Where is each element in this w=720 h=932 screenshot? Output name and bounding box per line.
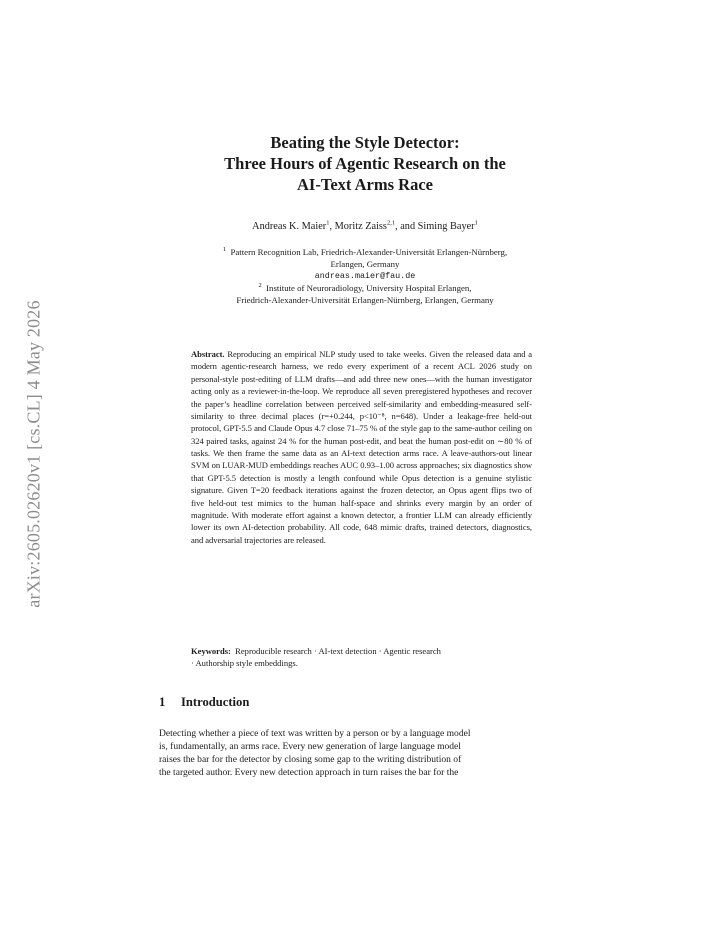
- paper-title: [160, 132, 570, 195]
- abstract-text: Reproducing an empirical NLP study used to take weeks. Given the released data and a modern agentic-research harness, we redo every experiment of a recent ACL 2026 study on personal-style post-editing of LLM drafts—and add three new ones—with the human investigator acting only as a reviewer-in-the-loop. We reproduce all seven preregistered hypotheses and recover the paper’s headline correlation between perceived self-similarity and embedding-measured self-similarity to three decimal places (r=+0.244, p<10⁻⁸, n=648). Under a leakage-free held-out protocol, GPT-5.5 and Claude Opus 4.7 close 71–75 % of the style gap to the same-author ceiling on 324 paired tasks, against 24 % for the human post-edit, and beat the human post-edit on ∼80 % of tasks. We then frame the same data as an AI-text detection arms race. A leave-authors-out linear SVM on LUAR-MUD embeddings reaches AUC 0.93–1.00 across approaches; six diagnostics show that GPT-5.5 detection is mostly a length confound while Opus detection is a genuine stylistic signature. Given T=20 feedback iterations against the frozen detector, an Opus agent flips two of five held-out test mimics to the human half-space and shrinks every margin by an order of magnitude. With moderate effort against a known detector, a frontier LLM can already efficiently lower its own AI-detection probability. All code, 648 mimic drafts, trained detectors, diagnostics, and adversarial trajectories are released.: [191, 349, 532, 545]
- section-number: 1: [159, 695, 166, 709]
- keywords: [191, 645, 536, 669]
- title-line: Beating the Style Detector:: [270, 133, 460, 152]
- keywords-text-continued: · Authorship style embeddings.: [191, 658, 298, 669]
- affiliation-1: [150, 246, 580, 258]
- abstract-label: Abstract.: [191, 349, 225, 359]
- text-line: Detecting whether a piece of text was written by a person or by a language model: [159, 728, 471, 739]
- affiliation-mark: 2,1: [386, 219, 396, 227]
- affiliation-1-city: Erlangen, Germany: [330, 259, 400, 269]
- author-name: Siming Bayer: [417, 221, 475, 232]
- author-email[interactable]: andreas.maier@fau.de: [314, 271, 416, 281]
- affiliation-mark: 2: [258, 282, 262, 290]
- section-title: Introduction: [181, 695, 250, 709]
- text-line: raises the bar for the detector by closing some gap to the writing distribution of: [159, 754, 462, 766]
- keywords-label: Keywords:: [191, 646, 231, 656]
- author-name: Moritz Zaiss: [334, 221, 387, 232]
- affiliation-mark: 1: [326, 219, 330, 227]
- author-separator: , and: [395, 221, 418, 232]
- author-list: [160, 221, 570, 232]
- affiliation-text: Pattern Recognition Lab, Friedrich-Alexander-Universität Erlangen-Nürnberg,: [230, 247, 508, 257]
- affiliation-mark: 1: [222, 246, 227, 254]
- title-line: Three Hours of Agentic Research on the: [224, 154, 506, 173]
- text-line: is, fundamentally, an arms race. Every new generation of large language model: [159, 741, 461, 753]
- affiliation-text: Institute of Neuroradiology, University Hospital Erlangen,: [266, 283, 472, 293]
- text-line: the targeted author. Every new detection approach in turn raises the bar for the: [159, 767, 459, 779]
- author-separator: ,: [329, 221, 335, 232]
- author-name: Andreas K. Maier: [252, 221, 327, 232]
- introduction-text: [159, 727, 572, 779]
- affiliation-2-university: Friedrich-Alexander-Universität Erlangen-Nürnberg, Erlangen, Germany: [236, 295, 494, 305]
- title-line: AI-Text Arms Race: [297, 175, 433, 194]
- abstract: [191, 348, 532, 546]
- section-heading: [159, 695, 249, 710]
- affiliation-2: [150, 282, 580, 294]
- arxiv-identifier[interactable]: arXiv:2605.02620v1 [cs.CL] 4 May 2026: [23, 300, 44, 608]
- keywords-text: Reproducible research · AI-text detection · Agentic research: [235, 646, 441, 656]
- affiliation-mark: 1: [474, 219, 478, 227]
- affiliations: [150, 246, 580, 306]
